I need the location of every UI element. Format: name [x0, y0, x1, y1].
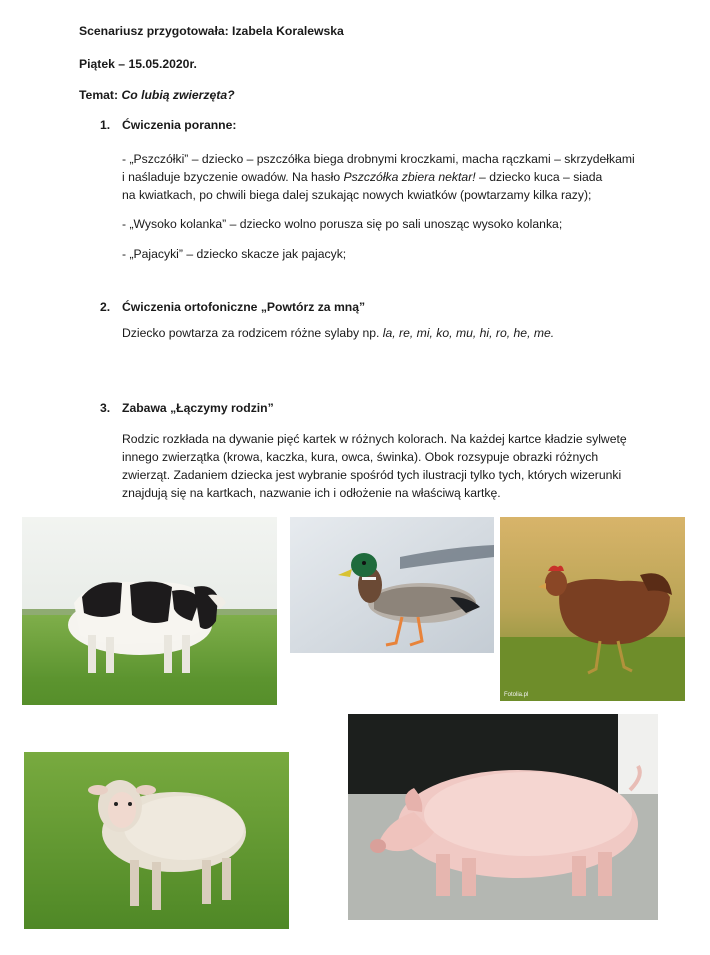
date-line: Piątek – 15.05.2020r.	[79, 57, 197, 71]
section-1-title: Ćwiczenia poranne:	[122, 118, 237, 132]
section-3-number: 3.	[100, 401, 111, 415]
section-2-text: Dziecko powtarza za rodzicem różne sylaby np. la, re, mi, ko, mu, hi, ro, he, me.	[122, 326, 555, 340]
section-3-title: Zabawa „Łączymy rodzin”	[122, 401, 274, 415]
bees-line-1: - „Pszczółki” – dziecko – pszczółka biega drobnymi kroczkami, macha rączkami – skrzydełkami	[122, 152, 635, 166]
topic-line	[79, 88, 235, 102]
topic-prefix: Temat:	[79, 88, 119, 102]
section-3-text: Rodzic rozkłada na dywanie pięć kartek w różnych kolorach. Na każdej kartce kładzie sylwetę innego zwierzątka (krowa, kaczka, kura, owca, świnka). Obok rozsypuje obrazki różnych zwierząt. Zadaniem dziecka jest wybranie spośród tych ilustracji tylko tych, których wizerunki znajdują się na kartkach, nazwanie ich i odłożenie na właściwą kartkę.	[122, 432, 627, 500]
bees-line-3: na kwiatkach, po chwili biega dalej szukając nowych kwiatków (powtarzamy kilka razy);	[122, 188, 592, 202]
hen-watermark: Fotolia.pl	[504, 692, 529, 698]
section-2-number: 2.	[100, 300, 111, 314]
sheep-photo	[24, 752, 289, 929]
topic-title: Co lubią zwierzęta?	[121, 88, 235, 102]
section-1-number: 1.	[100, 118, 111, 132]
bees-command: Pszczółka zbiera nektar!	[343, 170, 476, 184]
section-1-item-jumping-jacks: - „Pajacyki” – dziecko skacze jak pajacyk;	[122, 247, 347, 261]
section-2-title: Ćwiczenia ortofoniczne „Powtórz za mną”	[122, 300, 366, 314]
cow-photo	[22, 517, 277, 705]
pig-photo	[348, 714, 658, 920]
syllables: la, re, mi, ko, mu, hi, ro, he, me.	[382, 326, 555, 340]
section-1-item-bees	[122, 150, 635, 204]
hen-photo	[500, 517, 685, 701]
section-1-item-knees: - „Wysoko kolanka” – dziecko wolno porusza się po sali unosząc wysoko kolanka;	[122, 217, 563, 231]
bees-line-2: i naśladuje bzyczenie owadów. Na hasło Pszczółka zbiera nektar! – dziecko kuca – siada	[122, 170, 603, 184]
author-line: Scenariusz przygotowała: Izabela Koralewska	[79, 24, 344, 38]
duck-photo	[290, 517, 494, 653]
